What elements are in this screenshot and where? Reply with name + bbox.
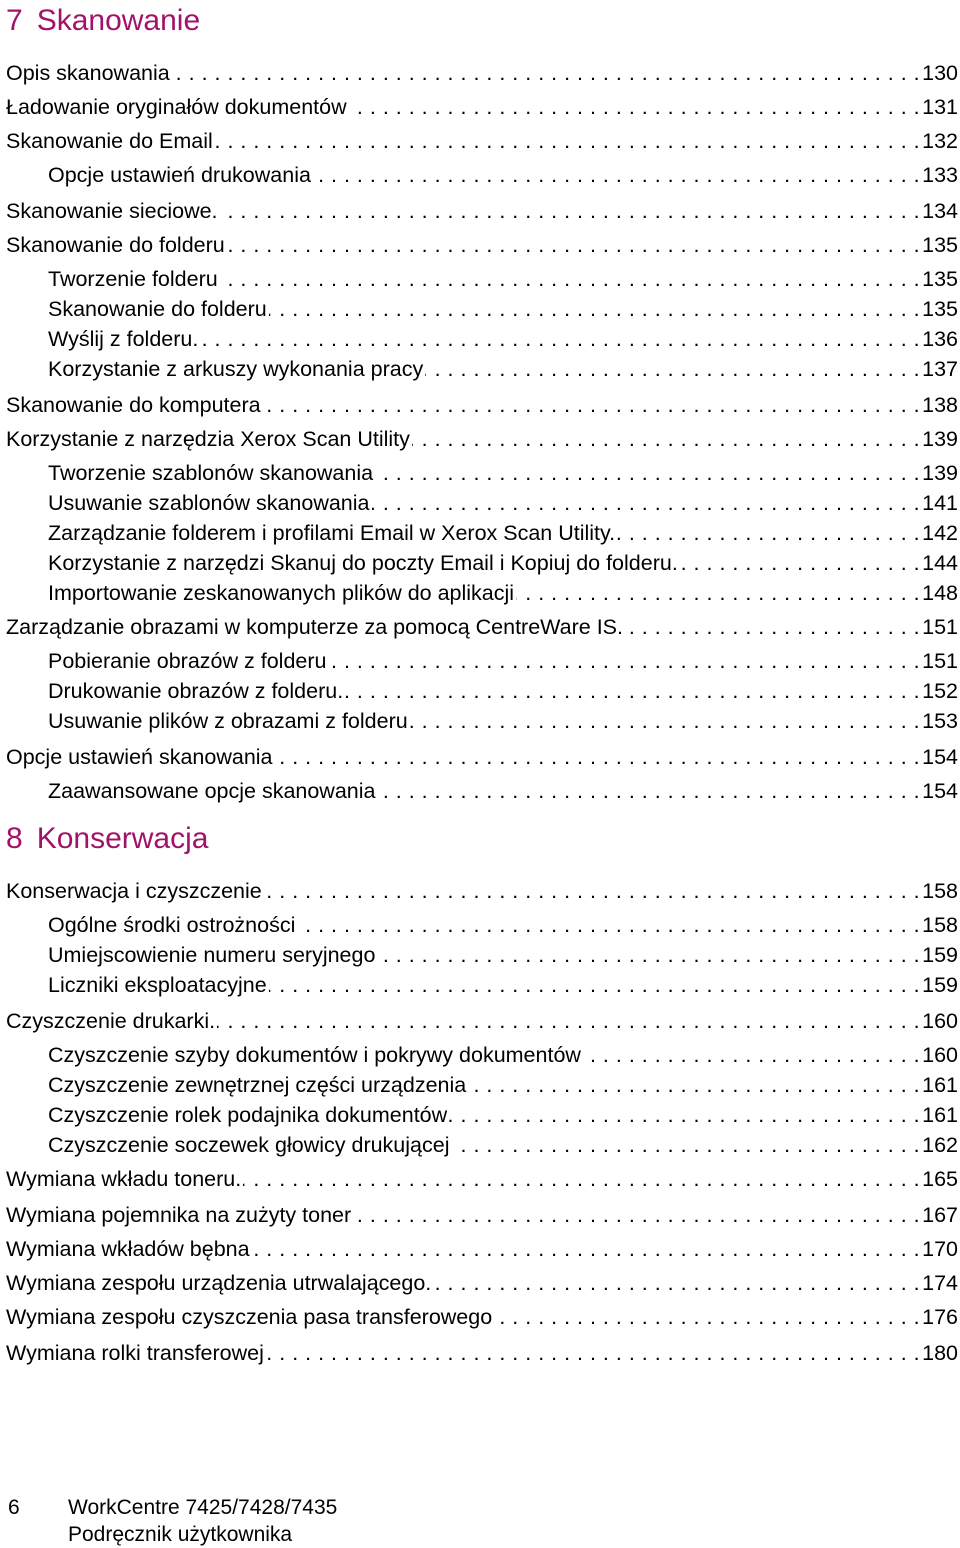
toc-entry[interactable]: [48, 324, 958, 352]
toc-entry-page: 162: [922, 1133, 958, 1157]
toc-entry-title: Wymiana pojemnika na zużyty toner: [6, 1203, 352, 1227]
toc-entry-title: Tworzenie szablonów skanowania: [48, 461, 374, 485]
dot-leader: [625, 614, 920, 640]
toc-entry[interactable]: [48, 458, 958, 486]
toc-entry-title: Wyślij z folderu.: [48, 327, 199, 351]
toc-entry[interactable]: [6, 1200, 958, 1228]
toc-entry-page: 165: [922, 1167, 958, 1191]
toc-entry-page: 154: [922, 779, 958, 803]
toc-entry[interactable]: [48, 970, 958, 998]
dot-leader: [433, 1270, 920, 1296]
toc-entry-title: Czyszczenie soczewek głowicy drukującej: [48, 1133, 450, 1157]
dot-leader: [243, 1166, 920, 1192]
toc-entry[interactable]: [6, 876, 958, 904]
dot-leader: [220, 198, 921, 224]
toc-entry-page: 148: [922, 581, 958, 605]
toc-entry[interactable]: [6, 92, 958, 120]
toc-entry-title: Umiejscowienie numeru seryjnego: [48, 943, 376, 967]
toc-entry-page: 176: [922, 1305, 958, 1329]
dot-leader: [313, 162, 920, 188]
dot-leader: [297, 912, 920, 938]
toc-entry-page: 142: [922, 521, 958, 545]
toc-entry-title: Drukowanie obrazów z folderu.: [48, 679, 344, 703]
toc-entry-page: 135: [922, 297, 958, 321]
chapter-number: 7: [6, 4, 23, 37]
toc-entry-title: Skanowanie sieciowe.: [6, 199, 218, 223]
dot-leader: [516, 580, 920, 606]
dot-leader: [220, 266, 920, 292]
toc-entry-title: Zarządzanie folderem i profilami Email w Xerox Scan Utility.: [48, 521, 616, 545]
toc-entry-page: 151: [922, 615, 958, 639]
dot-leader: [266, 1340, 920, 1366]
dot-leader: [372, 490, 921, 516]
toc-entry[interactable]: [48, 578, 958, 606]
dot-leader: [583, 1042, 920, 1068]
toc-entry-title: Opis skanowania: [6, 61, 170, 85]
dot-leader: [275, 744, 921, 770]
dot-leader: [353, 1202, 920, 1228]
toc-entry[interactable]: [6, 58, 958, 86]
toc-entry-title: Skanowanie do folderu: [6, 233, 225, 257]
toc-entry-title: Czyszczenie drukarki.: [6, 1009, 216, 1033]
toc-entry[interactable]: [6, 1338, 958, 1366]
toc-entry[interactable]: [48, 1100, 958, 1128]
toc-entry-title: Opcje ustawień skanowania: [6, 745, 273, 769]
toc-entry-page: 139: [922, 427, 958, 451]
toc-entry-page: 136: [922, 327, 958, 351]
toc-entry-title: Tworzenie folderu: [48, 267, 218, 291]
footer-document-title: Podręcznik użytkownika: [68, 1523, 293, 1546]
chapter-heading: [6, 4, 200, 38]
toc-entry-title: Wymiana zespołu urządzenia utrwalającego.: [6, 1271, 432, 1295]
toc-entry-page: 159: [922, 943, 958, 967]
chapter-title: Konserwacja: [36, 822, 209, 855]
toc-entry[interactable]: [6, 424, 958, 452]
dot-leader: [494, 1304, 920, 1330]
toc-entry-page: 138: [922, 393, 958, 417]
toc-entry[interactable]: [48, 294, 958, 322]
dot-leader: [227, 232, 920, 258]
toc-entry-title: Usuwanie plików z obrazami z folderu: [48, 709, 408, 733]
toc-entry-title: Ładowanie oryginałów dokumentów: [6, 95, 347, 119]
toc-entry[interactable]: [48, 160, 958, 188]
toc-entry-page: 130: [922, 61, 958, 85]
toc-entry-page: 161: [922, 1073, 958, 1097]
toc-entry-title: Korzystanie z arkuszy wykonania pracy: [48, 357, 424, 381]
toc-entry-page: 139: [922, 461, 958, 485]
toc-entry-title: Czyszczenie rolek podajnika dokumentów: [48, 1103, 448, 1127]
footer-product-name: WorkCentre 7425/7428/7435: [68, 1496, 338, 1519]
toc-entry[interactable]: [48, 1040, 958, 1068]
dot-leader: [617, 520, 920, 546]
toc-entry-title: Zaawansowane opcje skanowania: [48, 779, 376, 803]
toc-entry-title: Ogólne środki ostrożności: [48, 913, 296, 937]
toc-entry[interactable]: [48, 264, 958, 292]
toc-entry-title: Skanowanie do folderu: [48, 297, 267, 321]
footer-page-number: 6: [8, 1496, 20, 1519]
chapter-heading: [6, 822, 208, 856]
toc-entry[interactable]: [48, 548, 958, 576]
dot-leader: [215, 128, 920, 154]
toc-entry-page: 153: [922, 709, 958, 733]
toc-entry-page: 161: [922, 1103, 958, 1127]
toc-entry-title: Skanowanie do Email: [6, 129, 213, 153]
dot-leader: [263, 392, 921, 418]
dot-leader: [252, 1236, 921, 1262]
dot-leader: [264, 878, 920, 904]
toc-entry[interactable]: [6, 1302, 958, 1330]
toc-entry-page: 158: [922, 913, 958, 937]
dot-leader: [378, 778, 921, 804]
toc-entry-page: 158: [922, 879, 958, 903]
toc-entry-title: Zarządzanie obrazami w komputerze za pomocą CentreWare IS.: [6, 615, 623, 639]
toc-entry-title: Wymiana rolki transferowej: [6, 1341, 264, 1365]
dot-leader: [452, 1132, 921, 1158]
toc-entry-title: Wymiana wkładów bębna: [6, 1237, 250, 1261]
toc-entry-page: 131: [922, 95, 958, 119]
toc-entry-title: Skanowanie do komputera: [6, 393, 261, 417]
toc-entry-page: 137: [922, 357, 958, 381]
toc-entry[interactable]: [48, 1130, 958, 1158]
toc-entry-title: Korzystanie z narzędzia Xerox Scan Utility: [6, 427, 410, 451]
toc-entry-page: 144: [922, 551, 958, 575]
toc-entry[interactable]: [6, 1006, 958, 1034]
toc-entry-page: 135: [922, 267, 958, 291]
toc-entry-page: 154: [922, 745, 958, 769]
toc-entry[interactable]: [48, 354, 958, 382]
toc-entry-page: 159: [922, 973, 958, 997]
toc-entry-title: Importowanie zeskanowanych plików do aplikacji: [48, 581, 515, 605]
toc-entry[interactable]: [48, 910, 958, 938]
toc-entry-page: 135: [922, 233, 958, 257]
toc-entry-page: 160: [922, 1009, 958, 1033]
toc-entry[interactable]: [6, 230, 958, 258]
dot-leader: [172, 60, 920, 86]
dot-leader: [680, 550, 920, 576]
toc-entry-title: Korzystanie z narzędzi Skanuj do poczty Email i Kopiuj do folderu.: [48, 551, 678, 575]
dot-leader: [345, 678, 920, 704]
toc-entry[interactable]: [48, 776, 958, 804]
toc-entry-page: 141: [922, 491, 958, 515]
toc-entry-page: 167: [922, 1203, 958, 1227]
dot-leader: [375, 460, 920, 486]
toc-entry[interactable]: [6, 1234, 958, 1262]
toc-entry-page: 132: [922, 129, 958, 153]
toc-entry-page: 133: [922, 163, 958, 187]
toc-entry[interactable]: [48, 940, 958, 968]
toc-entry-title: Czyszczenie zewnętrznej części urządzenia: [48, 1073, 467, 1097]
chapter-title: Skanowanie: [36, 4, 201, 37]
toc-entry-page: 160: [922, 1043, 958, 1067]
dot-leader: [377, 942, 920, 968]
dot-leader: [328, 648, 920, 674]
toc-entry[interactable]: [48, 488, 958, 516]
dot-leader: [425, 356, 920, 382]
toc-entry-page: 152: [922, 679, 958, 703]
toc-entry[interactable]: [48, 676, 958, 704]
toc-entry-page: 174: [922, 1271, 958, 1295]
toc-entry-title: Wymiana zespołu czyszczenia pasa transferowego: [6, 1305, 493, 1329]
dot-leader: [269, 972, 920, 998]
toc-entry[interactable]: [48, 1070, 958, 1098]
toc-entry-title: Opcje ustawień drukowania: [48, 163, 311, 187]
toc-entry[interactable]: [48, 518, 958, 546]
dot-leader: [217, 1008, 920, 1034]
dot-leader: [269, 296, 920, 322]
toc-entry-title: Liczniki eksploatacyjne: [48, 973, 267, 997]
toc-entry[interactable]: [6, 612, 958, 640]
dot-leader: [410, 708, 920, 734]
toc-entry-title: Wymiana wkładu toneru.: [6, 1167, 242, 1191]
toc-entry-title: Konserwacja i czyszczenie: [6, 879, 262, 903]
dot-leader: [412, 426, 920, 452]
toc-entry[interactable]: [48, 706, 958, 734]
toc-entry[interactable]: [6, 742, 958, 770]
toc-entry[interactable]: [6, 1164, 958, 1192]
dot-leader: [449, 1102, 920, 1128]
toc-entry-title: Czyszczenie szyby dokumentów i pokrywy dokumentów: [48, 1043, 581, 1067]
toc-entry-page: 170: [922, 1237, 958, 1261]
toc-entry[interactable]: [48, 646, 958, 674]
toc-entry-page: 151: [922, 649, 958, 673]
toc-entry[interactable]: [6, 126, 958, 154]
toc-entry-title: Usuwanie szablonów skanowania: [48, 491, 370, 515]
toc-entry[interactable]: [6, 1268, 958, 1296]
toc-entry[interactable]: [6, 390, 958, 418]
toc-entry-page: 180: [922, 1341, 958, 1365]
toc-entry[interactable]: [6, 196, 958, 224]
dot-leader: [349, 94, 920, 120]
toc-entry-page: 134: [922, 199, 958, 223]
chapter-number: 8: [6, 822, 23, 855]
dot-leader: [200, 326, 920, 352]
toc-entry-title: Pobieranie obrazów z folderu: [48, 649, 327, 673]
dot-leader: [468, 1072, 920, 1098]
